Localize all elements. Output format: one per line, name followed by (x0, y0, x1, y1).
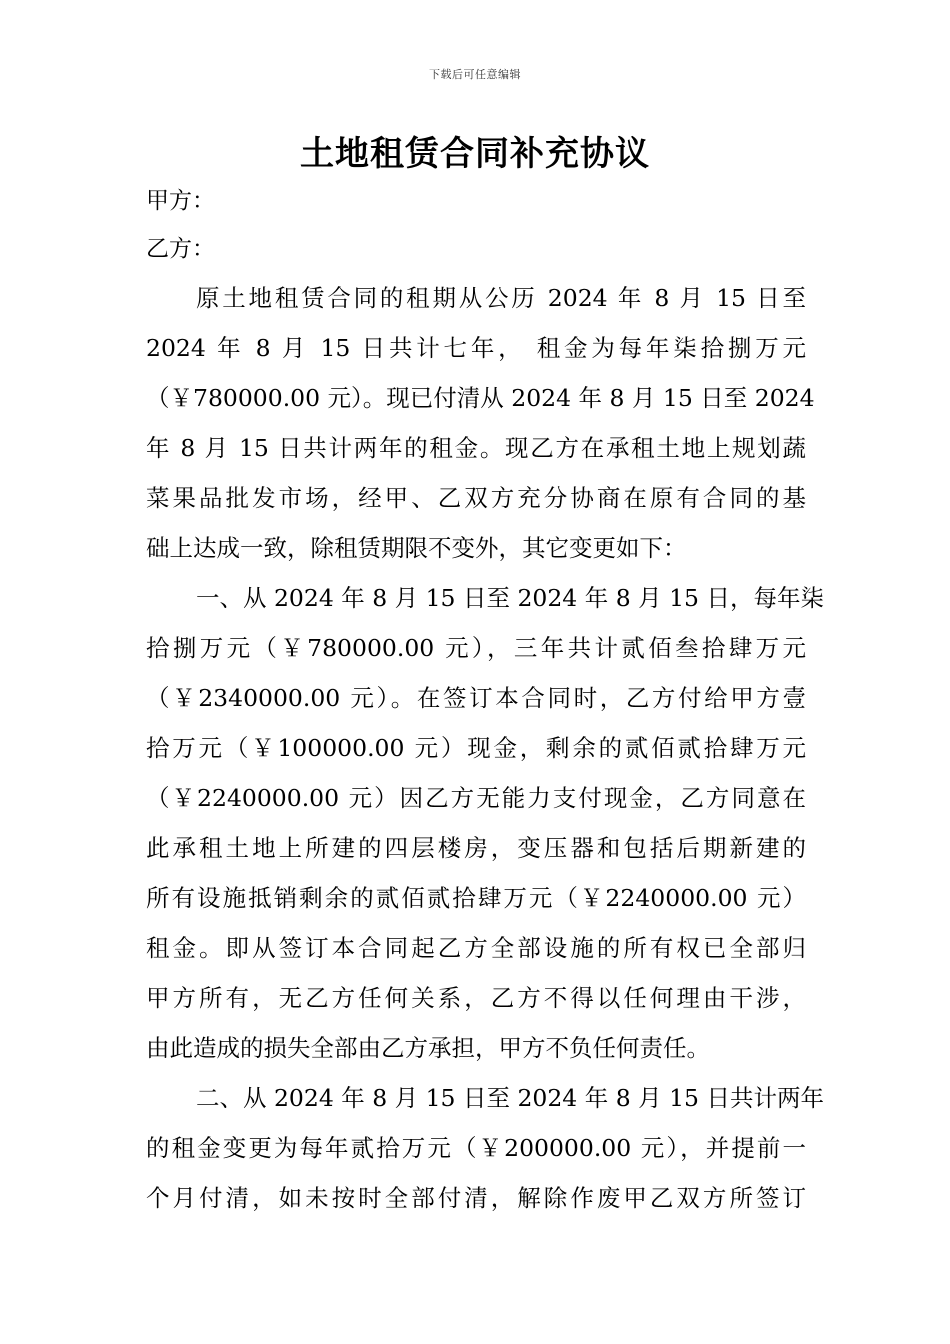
header-note: 下载后可任意编辑 (429, 68, 521, 81)
body-line: 二、从 2024 年 8 月 15 日至 2024 年 8 月 15 日共计两年 (196, 1084, 824, 1112)
body-line: 2024 年 8 月 15 日共计七年， 租金为每年柒拾捌万元 (146, 334, 806, 362)
body-line: 所有设施抵销剩余的贰佰贰拾肆万元（￥2240000.00 元） (146, 884, 806, 912)
party-b-label: 乙方： (146, 236, 215, 262)
body-line: 个月付清，如未按时全部付清，解除作废甲乙双方所签订 (146, 1184, 806, 1212)
body-line: 此承租土地上所建的四层楼房，变压器和包括后期新建的 (146, 834, 806, 862)
body-line: 甲方所有，无乙方任何关系，乙方不得以任何理由干涉， (146, 984, 806, 1012)
body-line: （￥2240000.00 元）因乙方无能力支付现金，乙方同意在 (146, 784, 806, 812)
body-line: 的租金变更为每年贰拾万元（￥200000.00 元），并提前一 (146, 1134, 806, 1162)
body-line: 拾捌万元（￥780000.00 元），三年共计贰佰叁拾肆万元 (146, 634, 806, 662)
body-line: （￥780000.00 元）。现已付清从 2024 年 8 月 15 日至 2024 (146, 384, 815, 412)
body-line: （￥2340000.00 元）。在签订本合同时，乙方付给甲方壹 (146, 684, 806, 712)
body-line: 拾万元（￥100000.00 元）现金，剩余的贰佰贰拾肆万元 (146, 734, 806, 762)
body-line: 一、从 2024 年 8 月 15 日至 2024 年 8 月 15 日，每年柒 (196, 584, 824, 612)
body-line: 础上达成一致，除租赁期限不变外，其它变更如下： (146, 534, 687, 562)
party-a-label: 甲方： (146, 188, 215, 214)
body-line: 租金。即从签订本合同起乙方全部设施的所有权已全部归 (146, 934, 806, 962)
body-line: 由此造成的损失全部由乙方承担，甲方不负任何责任。 (146, 1034, 710, 1062)
document-title: 土地租赁合同补充协议 (300, 134, 650, 174)
body-line: 年 8 月 15 日共计两年的租金。现乙方在承租土地上规划蔬 (146, 434, 806, 462)
body-line: 菜果品批发市场，经甲、乙双方充分协商在原有合同的基 (146, 484, 806, 512)
body-line: 原土地租赁合同的租期从公历 2024 年 8 月 15 日至 (196, 284, 806, 312)
